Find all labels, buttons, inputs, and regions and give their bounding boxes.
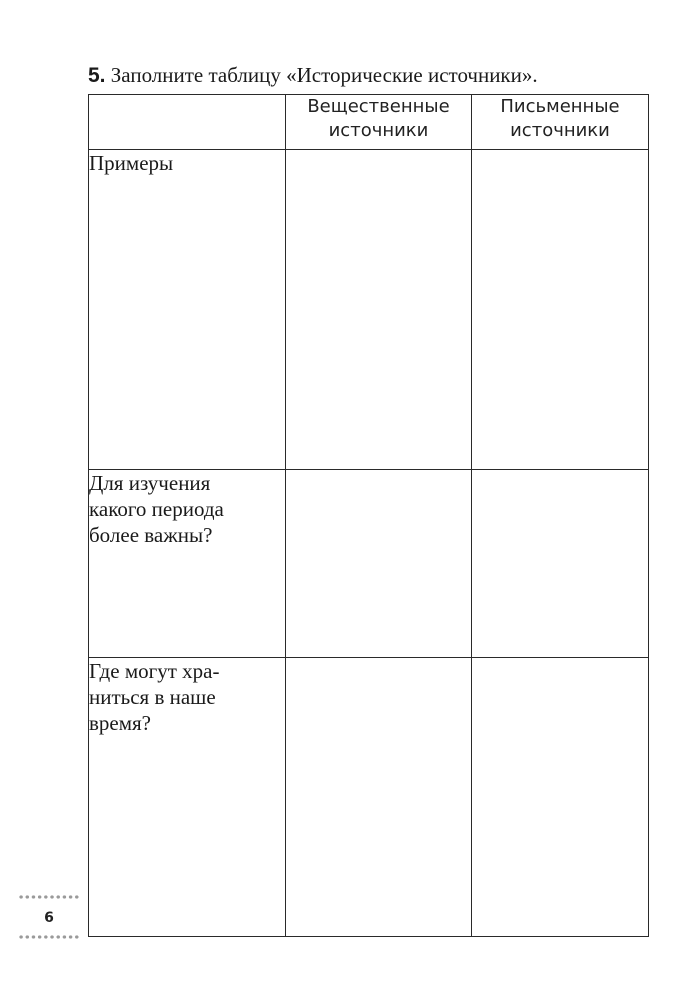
table-header-row: [89, 95, 649, 150]
answer-cell-storage-material[interactable]: [286, 658, 472, 937]
table-row-examples: [89, 150, 649, 470]
answer-cell-period-material[interactable]: [286, 470, 472, 658]
answer-cell-period-written[interactable]: [472, 470, 649, 658]
header-material-line1: Вещественные источники: [307, 96, 450, 141]
dotted-divider-bottom: [18, 935, 80, 939]
header-corner-cell: [89, 95, 286, 150]
dotted-divider-top: [18, 895, 80, 899]
table-row-storage: [89, 658, 649, 937]
header-written-line1: Письменные источники: [500, 96, 620, 141]
row-label-examples: Примеры: [89, 150, 286, 470]
answer-cell-examples-written[interactable]: [472, 150, 649, 470]
header-written-sources: [472, 95, 649, 150]
answer-cell-examples-material[interactable]: [286, 150, 472, 470]
table-row-period: [89, 470, 649, 658]
answer-cell-storage-written[interactable]: [472, 658, 649, 937]
task-text: Заполните таблицу «Исторические источники».: [105, 63, 538, 87]
header-material-sources: [286, 95, 472, 150]
sources-table: [88, 94, 649, 937]
page-number: 6: [44, 910, 54, 926]
task-number: 5.: [88, 64, 106, 87]
page-footer: [18, 895, 80, 941]
row-label-period: Для изучения какого периода более важны?: [89, 470, 286, 658]
row-label-storage: Где могут хра- ниться в наше время?: [89, 658, 286, 937]
task-title: [88, 60, 648, 91]
